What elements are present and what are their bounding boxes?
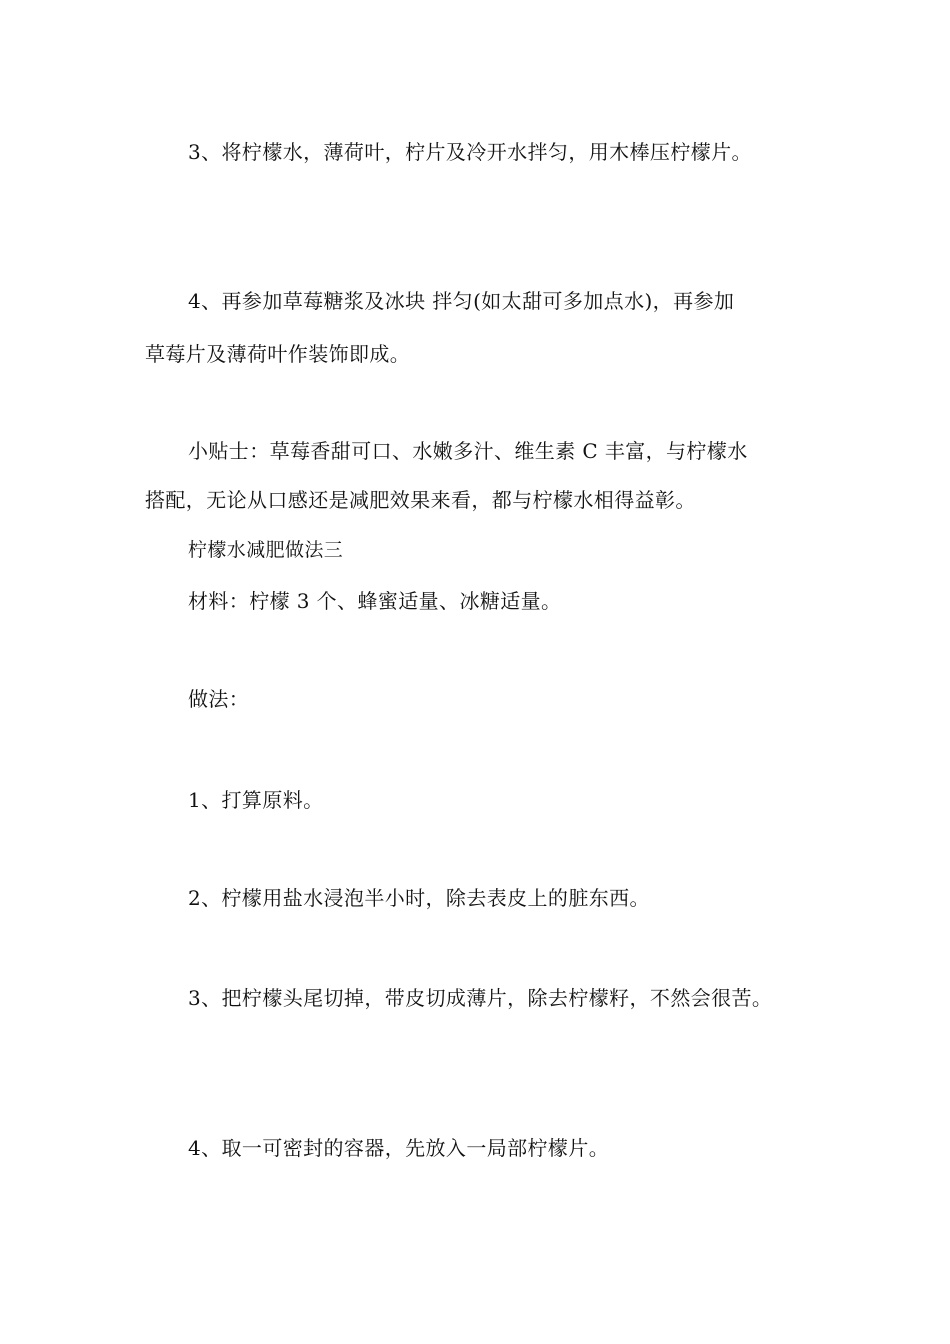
step-4-text-line-1: 4、再参加草莓糖浆及冰块 拌匀(如太甜可多加点水)，再参加 xyxy=(188,289,735,313)
step-4-text-line-2: 草莓片及薄荷叶作装饰即成。 xyxy=(145,342,411,366)
tip-text-line-1: 小贴士：草莓香甜可口、水嫩多汁、维生素 C 丰富，与柠檬水 xyxy=(188,439,748,463)
method-step-3: 3、把柠檬头尾切掉，带皮切成薄片，除去柠檬籽，不然会很苦。 xyxy=(188,986,773,1010)
method-step-4: 4、取一可密封的容器，先放入一局部柠檬片。 xyxy=(188,1136,610,1160)
materials-text: 材料：柠檬 3 个、蜂蜜适量、冰糖适量。 xyxy=(188,589,562,613)
section-heading: 柠檬水减肥做法三 xyxy=(188,539,344,561)
method-step-1: 1、打算原料。 xyxy=(188,788,324,812)
tip-text-line-2: 搭配，无论从口感还是减肥效果来看，都与柠檬水相得益彰。 xyxy=(145,488,696,512)
method-heading: 做法： xyxy=(188,687,250,711)
step-3-text: 3、将柠檬水，薄荷叶，柠片及冷开水拌匀，用木棒压柠檬片。 xyxy=(188,140,752,164)
method-step-2: 2、柠檬用盐水浸泡半小时，除去表皮上的脏东西。 xyxy=(188,886,650,910)
